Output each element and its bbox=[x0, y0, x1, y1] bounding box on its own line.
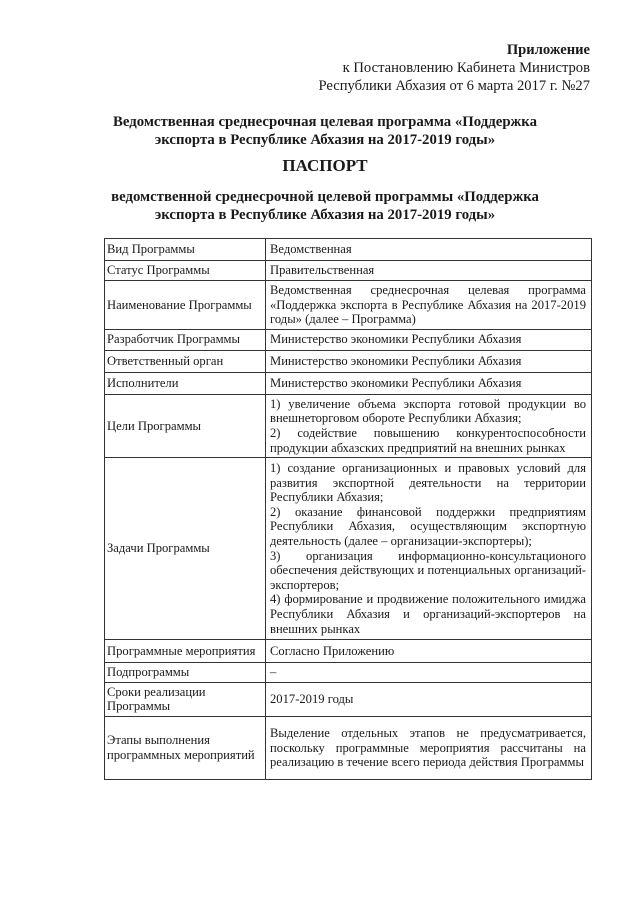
row-value-paragraph: Министерство экономики Республики Абхазия bbox=[270, 375, 522, 390]
row-label: Вид Программы bbox=[105, 239, 266, 261]
row-value-paragraph: Министерство экономики Республики Абхазия bbox=[270, 353, 522, 368]
row-label: Сроки реализации Программы bbox=[105, 682, 266, 716]
row-label: Исполнители bbox=[105, 372, 266, 394]
row-value bbox=[266, 261, 592, 281]
row-value bbox=[266, 458, 592, 640]
row-label: Программные мероприятия bbox=[105, 640, 266, 663]
row-value-paragraph: 2) содействие повышению конкурентоспособности продукции абхазских предприятий на внешних рынках bbox=[270, 425, 586, 455]
row-value bbox=[266, 281, 592, 330]
row-value-paragraph: Правительственная bbox=[270, 263, 375, 278]
row-value-paragraph: Ведомственная bbox=[270, 242, 352, 257]
row-value bbox=[266, 640, 592, 663]
appendix-heading: Приложение bbox=[506, 42, 590, 58]
row-value-paragraph: 2017-2019 годы bbox=[270, 692, 354, 707]
row-value bbox=[266, 663, 592, 683]
row-value-paragraph: 1) увеличение объема экспорта готовой продукции во внешнеторговом обороте Республики Абхазия; bbox=[270, 396, 586, 426]
program-title bbox=[60, 113, 590, 149]
row-label: Разработчик Программы bbox=[105, 329, 266, 350]
table-row bbox=[105, 281, 592, 330]
row-value bbox=[266, 394, 592, 457]
program-title-line-2: экспорта в Республике Абхазия на 2017-2019 годы» bbox=[154, 132, 496, 148]
row-label: Ответственный орган bbox=[105, 350, 266, 372]
passport-subtitle bbox=[60, 188, 590, 224]
table-row bbox=[105, 372, 592, 394]
passport-heading: ПАСПОРТ bbox=[282, 156, 368, 175]
table-row bbox=[105, 350, 592, 372]
table-row bbox=[105, 682, 592, 716]
program-title-line-1: Ведомственная среднесрочная целевая программа «Поддержка bbox=[113, 114, 537, 130]
row-value bbox=[266, 716, 592, 779]
row-label: Цели Программы bbox=[105, 394, 266, 457]
passport-subtitle-line-1: ведомственной среднесрочной целевой программы «Поддержка bbox=[111, 189, 539, 205]
appendix-line-1: к Постановлению Кабинета Министров bbox=[342, 60, 590, 76]
passport-subtitle-line-2: экспорта в Республике Абхазия на 2017-2019 годы» bbox=[154, 207, 496, 223]
row-label: Наименование Программы bbox=[105, 281, 266, 330]
table-row bbox=[105, 329, 592, 350]
row-value-paragraph: 3) организация информационно-консультационого обеспечения действующих и потенциальных организаций-экспортеров; bbox=[270, 548, 586, 592]
table-row bbox=[105, 458, 592, 640]
row-value-paragraph: Выделение отдельных этапов не предусматривается, поскольку программные мероприятия рассчитаны на реализацию в течение всего периода действия Программы bbox=[270, 726, 586, 770]
row-label: Этапы выполнения программных мероприятий bbox=[105, 716, 266, 779]
row-value-paragraph: Согласно Приложению bbox=[270, 643, 395, 658]
appendix-header bbox=[318, 41, 590, 95]
table-row bbox=[105, 394, 592, 457]
row-value-paragraph: 1) создание организационных и правовых условий для развития экспортной деятельности на территории Республики Абхазия; bbox=[270, 461, 586, 505]
row-value bbox=[266, 239, 592, 261]
row-value bbox=[266, 372, 592, 394]
row-value-paragraph: 4) формирование и продвижение положительного имиджа Республики Абхазия и организаций-экспортеров на внешних рынках bbox=[270, 592, 586, 636]
table-row bbox=[105, 716, 592, 779]
row-value-paragraph: – bbox=[270, 665, 277, 680]
row-value bbox=[266, 329, 592, 350]
row-value-paragraph: 2) оказание финансовой поддержки предприятиям Республики Абхазия, осуществляющим экспортную деятельность (далее – организации-экспортеры); bbox=[270, 504, 586, 549]
passport-table bbox=[104, 238, 592, 780]
table-row bbox=[105, 239, 592, 261]
row-label: Задачи Программы bbox=[105, 458, 266, 640]
table-row bbox=[105, 663, 592, 683]
appendix-line-2: Республики Абхазия от 6 марта 2017 г. №27 bbox=[318, 78, 590, 94]
table-row bbox=[105, 261, 592, 281]
table-row bbox=[105, 640, 592, 663]
row-label: Статус Программы bbox=[105, 261, 266, 281]
row-value bbox=[266, 682, 592, 716]
row-value bbox=[266, 350, 592, 372]
row-label: Подпрограммы bbox=[105, 663, 266, 683]
row-value-paragraph: Ведомственная среднесрочная целевая программа «Поддержка экспорта в Республике Абхазия на 2017-2019 годы» (далее – Программа) bbox=[270, 283, 586, 327]
row-value-paragraph: Министерство экономики Республики Абхазия bbox=[270, 332, 522, 347]
